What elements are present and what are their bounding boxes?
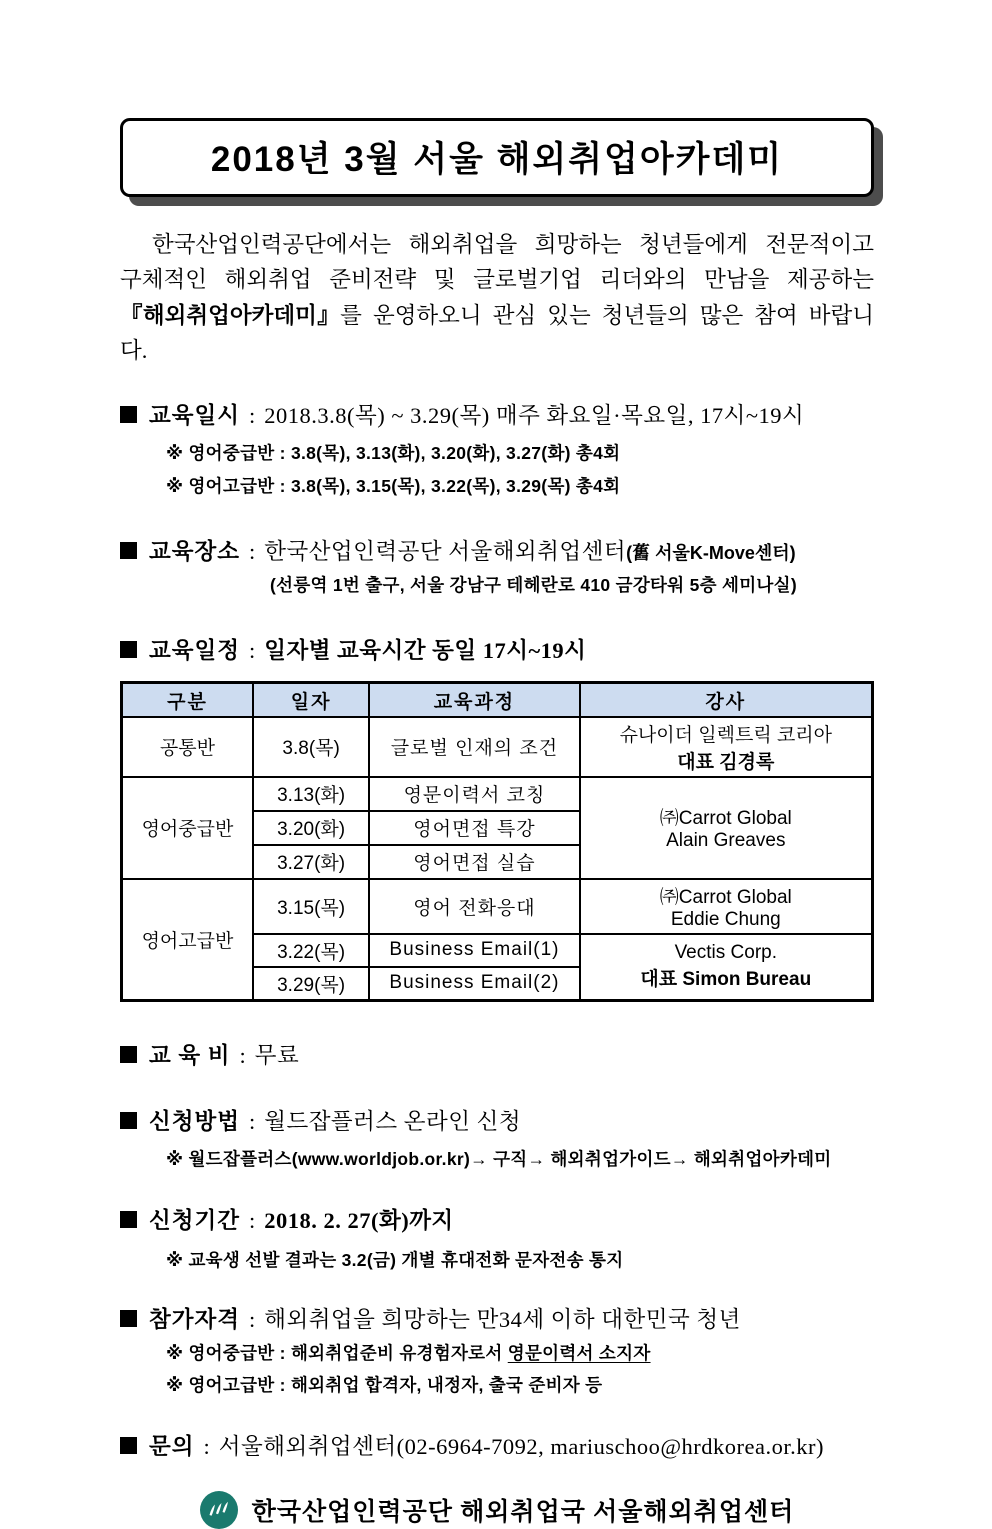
instructor-name: 대표 Simon Bureau xyxy=(640,969,812,991)
cell-group-common: 공통반 xyxy=(122,717,253,777)
location-former-name: (舊 서울K-Move센터) xyxy=(626,543,796,564)
eligibility-note-prefix: ※ 영어중급반 : 해외취업준비 유경험자로서 xyxy=(166,1342,508,1363)
colon-separator: : xyxy=(248,1306,256,1332)
section-bullet-icon xyxy=(120,1112,137,1129)
instructor-company: 슈나이더 일렉트릭 코리아 xyxy=(619,724,833,746)
cell-instructor xyxy=(580,934,873,1001)
intro-text-2: 를 운영하오니 관심 있는 청년들의 많은 참여 바랍니다. xyxy=(120,302,874,363)
cell-date: 3.8(목) xyxy=(253,717,369,777)
col-header-date: 일자 xyxy=(253,683,369,717)
section-education-datetime xyxy=(120,398,874,430)
cell-date: 3.13(화) xyxy=(253,777,369,811)
datetime-note-intermediate: ※ 영어중급반 : 3.8(목), 3.13(화), 3.20(화), 3.27(화) 총4회 xyxy=(166,443,621,464)
section-contact xyxy=(120,1429,874,1461)
col-header-instructor: 강사 xyxy=(580,683,873,717)
colon-separator: : xyxy=(248,1207,256,1233)
intro-academy-name: 『해외취업아카데미』 xyxy=(120,302,341,328)
colon-separator: : xyxy=(239,1042,246,1068)
timetable-value: 일자별 교육시간 동일 17시~19시 xyxy=(264,638,587,664)
datetime-value: 2018.3.8(목) ~ 3.29(목) 매주 화요일·목요일, 17시~19시 xyxy=(264,403,805,429)
eligibility-note-advanced: ※ 영어고급반 : 해외취업 합격자, 내정자, 출국 준비자 등 xyxy=(166,1374,603,1395)
apply-label: 신청방법 xyxy=(149,1108,240,1134)
fee-value: 무료 xyxy=(254,1042,300,1068)
period-value: 2018. 2. 27(화)까지 xyxy=(264,1207,454,1233)
apply-value: 월드잡플러스 온라인 신청 xyxy=(264,1108,522,1134)
colon-separator: : xyxy=(248,638,256,664)
cell-course: 영어 전화응대 xyxy=(369,879,579,934)
contact-value: 서울해외취업센터(02-6964-7092, mariuschoo@hrdkorea.or.kr) xyxy=(218,1433,824,1459)
cell-instructor xyxy=(580,879,873,934)
section-apply-method xyxy=(120,1104,874,1136)
location-address-note: (선릉역 1번 출구, 서울 강남구 테헤란로 410 금강타워 5층 세미나실) xyxy=(270,575,797,596)
cell-course: 영어면접 실습 xyxy=(369,845,579,879)
section-bullet-icon xyxy=(120,1310,137,1327)
period-label: 신청기간 xyxy=(149,1207,240,1233)
datetime-label: 교육일시 xyxy=(149,403,240,429)
table-row-intermediate-1 xyxy=(122,777,873,811)
instructor-name: 대표 김경록 xyxy=(677,751,775,773)
cell-date: 3.15(목) xyxy=(253,879,369,934)
hrdkorea-logo-icon xyxy=(200,1491,238,1529)
section-education-schedule xyxy=(120,633,874,665)
instructor-company: ㈜Carrot Global xyxy=(659,886,792,908)
colon-separator: : xyxy=(248,403,256,429)
page-title-box xyxy=(120,118,874,197)
eligibility-note-underlined: 영문이력서 소지자 xyxy=(507,1342,651,1363)
colon-separator: : xyxy=(248,539,256,565)
instructor-company: Vectis Corp. xyxy=(674,942,777,964)
fee-label: 교 육 비 xyxy=(149,1042,231,1068)
table-row-common xyxy=(122,717,873,777)
section-bullet-icon xyxy=(120,542,137,559)
cell-instructor xyxy=(580,777,873,879)
section-bullet-icon xyxy=(120,641,137,658)
intro-paragraph xyxy=(120,227,874,368)
apply-path-note: ※ 월드잡플러스(www.worldjob.or.kr)→ 구직→ 해외취업가이드→ 해외취업아카데미 xyxy=(166,1148,832,1169)
section-bullet-icon xyxy=(120,1437,137,1454)
cell-group-intermediate: 영어중급반 xyxy=(122,777,253,879)
section-education-location xyxy=(120,534,874,566)
cell-instructor xyxy=(580,717,873,777)
location-label: 교육장소 xyxy=(149,539,240,565)
section-eligibility xyxy=(120,1302,874,1334)
cell-course: Business Email(2) xyxy=(369,967,579,1001)
eligibility-value: 해외취업을 희망하는 만34세 이하 대한민국 청년 xyxy=(264,1306,741,1332)
contact-label: 문의 xyxy=(149,1433,195,1459)
cell-course: 영문이력서 코칭 xyxy=(369,777,579,811)
instructor-company: ㈜Carrot Global xyxy=(659,808,792,830)
intro-text-1: 한국산업인력공단에서는 해외취업을 희망하는 청년들에게 전문적이고 구체적인 해외취업 준비전략 및 글로벌기업 리더와의 만남을 제공하는 xyxy=(120,232,874,293)
section-bullet-icon xyxy=(120,1046,137,1063)
location-value: 한국산업인력공단 서울해외취업센터 xyxy=(264,539,627,565)
instructor-name: Eddie Chung xyxy=(670,908,781,930)
footer-organization: 한국산업인력공단 해외취업국 서울해외취업센터 xyxy=(251,1498,795,1526)
cell-date: 3.22(목) xyxy=(253,934,369,967)
section-apply-period xyxy=(120,1203,874,1235)
footer xyxy=(120,1491,874,1529)
datetime-note-advanced: ※ 영어고급반 : 3.8(목), 3.15(목), 3.22(목), 3.29(목) 총4회 xyxy=(166,476,621,497)
timetable-label: 교육일정 xyxy=(149,638,240,664)
colon-separator: : xyxy=(248,1108,256,1134)
colon-separator: : xyxy=(203,1433,210,1459)
col-header-category: 구분 xyxy=(122,683,253,717)
cell-date: 3.27(화) xyxy=(253,845,369,879)
cell-date: 3.29(목) xyxy=(253,967,369,1001)
page-title: 2018년 3월 서울 해외취업아카데미 xyxy=(210,140,784,179)
cell-course: 글로벌 인재의 조건 xyxy=(369,717,579,777)
col-header-course: 교육과정 xyxy=(369,683,579,717)
period-result-note: ※ 교육생 선발 결과는 3.2(금) 개별 휴대전화 문자전송 통지 xyxy=(166,1249,624,1270)
cell-course: 영어면접 특강 xyxy=(369,811,579,845)
eligibility-note-intermediate xyxy=(166,1340,874,1365)
cell-course: Business Email(1) xyxy=(369,934,579,967)
cell-date: 3.20(화) xyxy=(253,811,369,845)
eligibility-label: 참가자격 xyxy=(149,1306,240,1332)
instructor-name: Alain Greaves xyxy=(666,830,786,852)
cell-group-advanced: 영어고급반 xyxy=(122,879,253,1001)
table-header-row xyxy=(122,683,873,717)
table-row-advanced-1 xyxy=(122,879,873,934)
schedule-table xyxy=(120,681,874,1002)
section-fee xyxy=(120,1038,874,1070)
section-bullet-icon xyxy=(120,406,137,423)
section-bullet-icon xyxy=(120,1211,137,1228)
